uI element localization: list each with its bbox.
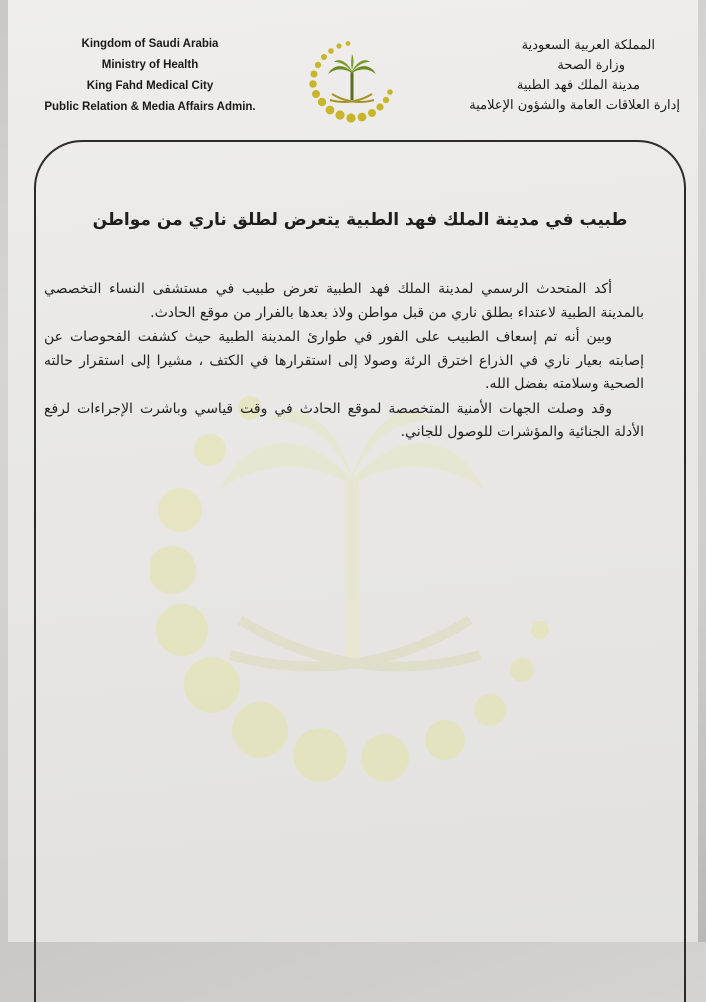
english-letterhead bbox=[30, 34, 270, 118]
body-paragraph: وقد وصلت الجهات الأمنية المتخصصة لموقع الحادث في وقت قياسي وباشرت الإجراءات لرفع الأدلة الجنائية والمؤشرات للوصول للجاني. bbox=[44, 400, 644, 440]
letterhead-country: Kingdom of Saudi Arabia bbox=[81, 38, 219, 50]
document-body bbox=[44, 278, 644, 446]
document-title: طبيب في مدينة الملك فهد الطبية يتعرض لطلق ناري من مواطن bbox=[92, 210, 628, 230]
letterhead-institution-ar: مدينة الملك فهد الطبية bbox=[516, 78, 640, 93]
body-paragraph: وبين أنه تم إسعاف الطبيب على الفور في طوارئ المدينة الطبية حيث كشفت الفحوصات عن إصابته بعيار ناري في الذراع اخترق الرئة وصولا إلى استقرارها في الكتف ، مشيرا إلى استقرار حالته الصحية وسلامته بفضل الله. bbox=[44, 329, 644, 392]
letterhead-department-ar: إدارة العلاقات العامة والشؤون الإعلامية bbox=[469, 98, 680, 113]
letterhead-ministry-ar: وزارة الصحة bbox=[557, 58, 625, 73]
saudi-emblem-logo bbox=[302, 36, 402, 132]
palm-tree-icon bbox=[328, 54, 376, 100]
letterhead-institution: King Fahd Medical City bbox=[86, 80, 214, 92]
arabic-letterhead bbox=[425, 36, 685, 116]
letterhead-department: Public Relation & Media Affairs Admin. bbox=[44, 101, 256, 113]
letterhead-ministry: Ministry of Health bbox=[101, 59, 199, 71]
body-paragraph: أكد المتحدث الرسمي لمدينة الملك فهد الطبية تعرض طبيب في مستشفى النساء التخصصي بالمدينة الطبية لاعتداء بطلق ناري من قبل مواطن ولاذ بعدها بالفرار من موقع الحادث. bbox=[44, 281, 644, 321]
letterhead-country-ar: المملكة العربية السعودية bbox=[521, 38, 655, 53]
